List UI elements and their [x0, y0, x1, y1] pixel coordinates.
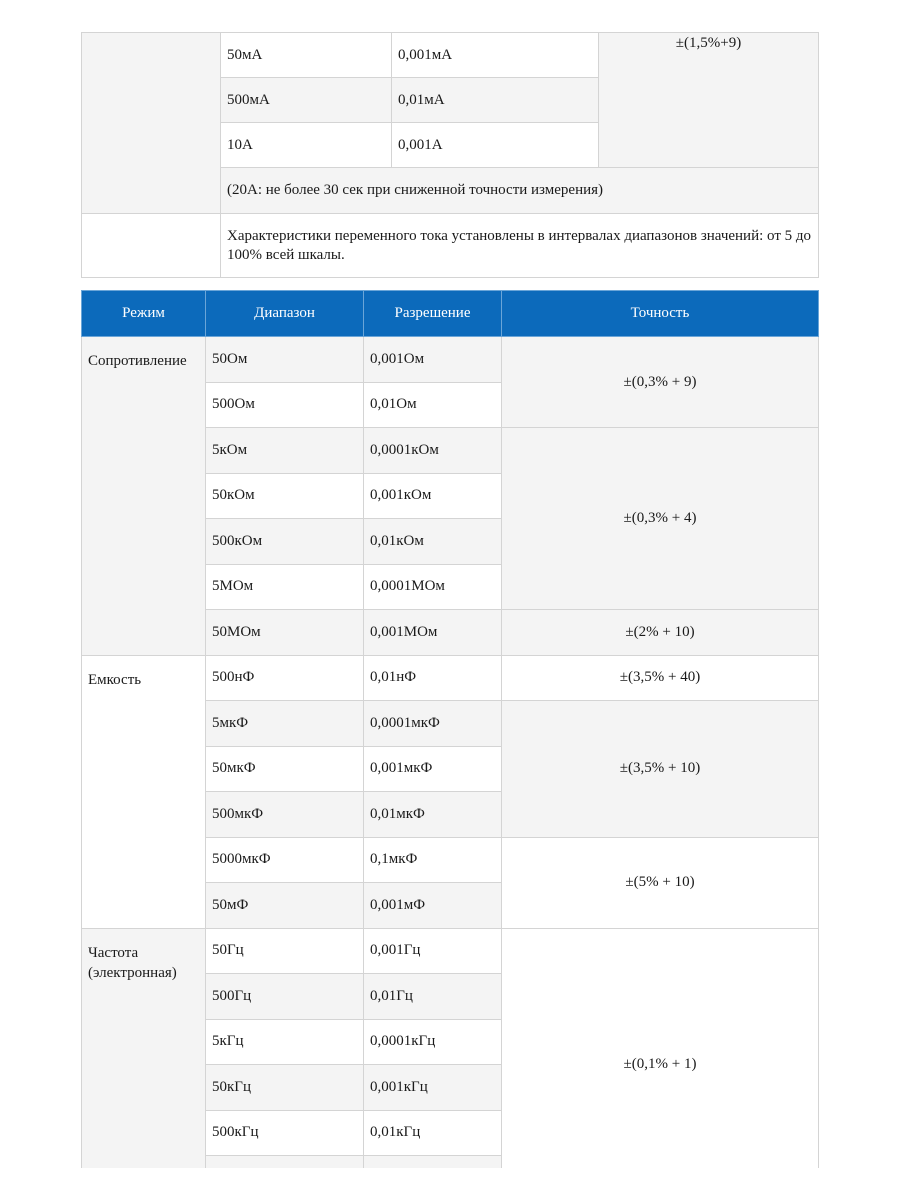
resolution-cell: 0,01кГц: [364, 1110, 502, 1156]
header-resolution: Разрешение: [364, 291, 502, 337]
resolution-cell: 0,001кОм: [364, 473, 502, 519]
resolution-cell: 0,001мкФ: [364, 746, 502, 792]
resolution-cell: 0,0001кОм: [364, 428, 502, 474]
range-cell: 50мкФ: [206, 746, 364, 792]
range-cell: 500кГц: [206, 1110, 364, 1156]
range-cell: 50мА: [221, 33, 392, 78]
table-header-row: [82, 291, 819, 337]
range-cell: 50МОм: [206, 610, 364, 656]
resolution-cell: 0,1мкФ: [364, 837, 502, 883]
range-cell: 5кОм: [206, 428, 364, 474]
resolution-cell: 0,01нФ: [364, 655, 502, 701]
measurement-spec-table: [81, 290, 819, 1168]
mode-resistance: Сопротивление: [82, 337, 206, 656]
resolution-cell: 0,0001кГц: [364, 1019, 502, 1065]
accuracy-cell: ±(2% + 10): [502, 610, 819, 656]
accuracy-cell: ±(5% + 10): [502, 837, 819, 928]
table-row: [82, 337, 819, 383]
range-cell: 500мА: [221, 78, 392, 123]
resolution-cell: 0,01кОм: [364, 519, 502, 565]
ac-characteristics-note: Характеристики переменного тока установлены в интервалах диапазонов значений: от 5 до 100% всей шкалы.: [221, 214, 819, 278]
resolution-cell-empty: [364, 1156, 502, 1169]
range-cell: 5кГц: [206, 1019, 364, 1065]
range-cell: 500кОм: [206, 519, 364, 565]
resolution-cell: 0,01мкФ: [364, 792, 502, 838]
range-cell: 5мкФ: [206, 701, 364, 747]
resolution-cell: 0,01Ом: [364, 382, 502, 428]
accuracy-cell: ±(3,5% + 10): [502, 701, 819, 838]
range-cell: 50Ом: [206, 337, 364, 383]
accuracy-cell: ±(1,5%+9): [599, 33, 819, 168]
table-row: [82, 655, 819, 701]
range-cell: 500Ом: [206, 382, 364, 428]
resolution-cell: 0,01мА: [392, 78, 599, 123]
table-row: [82, 928, 819, 974]
range-cell: 500Гц: [206, 974, 364, 1020]
range-cell: 50кОм: [206, 473, 364, 519]
current-note: (20А: не более 30 сек при сниженной точности измерения): [221, 168, 819, 214]
resolution-cell: 0,001мФ: [364, 883, 502, 929]
range-cell: 10А: [221, 123, 392, 168]
range-cell: 500мкФ: [206, 792, 364, 838]
header-accuracy: Точность: [502, 291, 819, 337]
resolution-cell: 0,001А: [392, 123, 599, 168]
range-cell: 5000мкФ: [206, 837, 364, 883]
accuracy-cell: ±(3,5% + 40): [502, 655, 819, 701]
mode-capacitance: Емкость: [82, 655, 206, 928]
accuracy-cell: ±(0,3% + 4): [502, 428, 819, 610]
accuracy-cell: ±(0,1% + 1): [502, 928, 819, 1168]
resolution-cell: 0,001кГц: [364, 1065, 502, 1111]
resolution-cell: 0,001Ом: [364, 337, 502, 383]
header-mode: Режим: [82, 291, 206, 337]
header-range: Диапазон: [206, 291, 364, 337]
accuracy-cell: ±(0,3% + 9): [502, 337, 819, 428]
range-cell: 5МОм: [206, 564, 364, 610]
mode-frequency: Частота (электронная): [82, 928, 206, 1168]
resolution-cell: 0,01Гц: [364, 974, 502, 1020]
range-cell: 50кГц: [206, 1065, 364, 1111]
resolution-cell: 0,0001мкФ: [364, 701, 502, 747]
resolution-cell: 0,001Гц: [364, 928, 502, 974]
range-cell-empty: [206, 1156, 364, 1169]
range-cell: 50мФ: [206, 883, 364, 929]
resolution-cell: 0,0001МОм: [364, 564, 502, 610]
range-cell: 50Гц: [206, 928, 364, 974]
resolution-cell: 0,001МОм: [364, 610, 502, 656]
resolution-cell: 0,001мА: [392, 33, 599, 78]
range-cell: 500нФ: [206, 655, 364, 701]
